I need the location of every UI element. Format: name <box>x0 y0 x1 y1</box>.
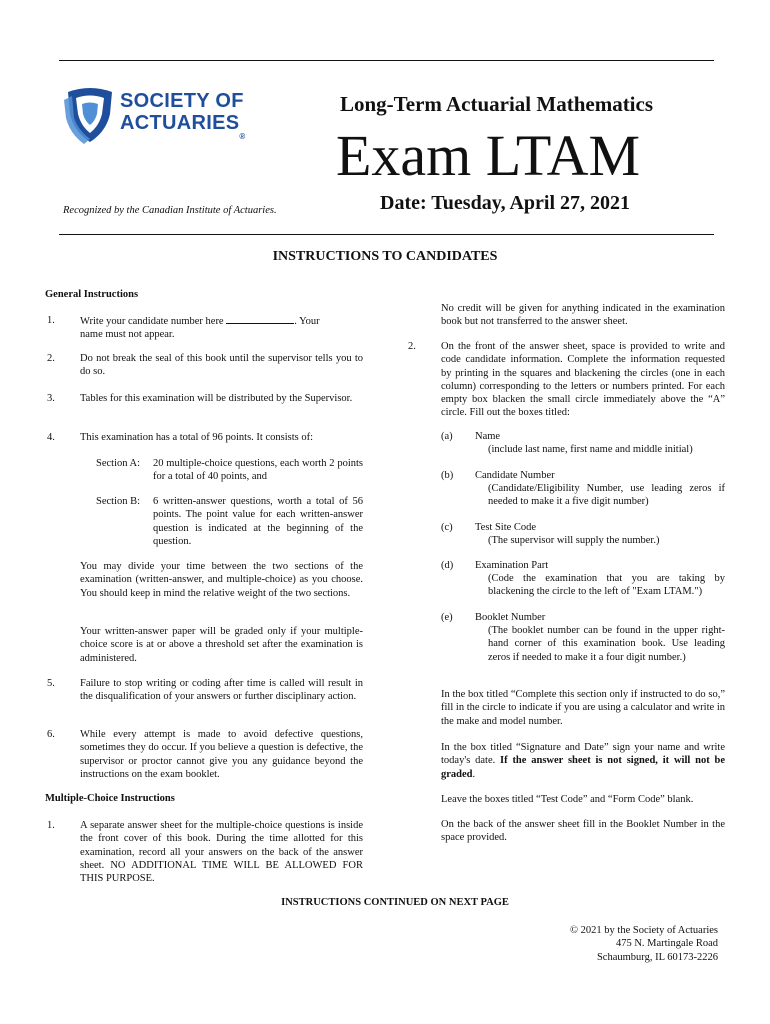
footer-address: 475 N. Martingale Road <box>615 938 718 950</box>
section-b-text: 6 written-answer questions, worth a total of 56 points. The point value for each written-answer question is indicated at the beginning of the question. <box>153 496 363 547</box>
exam-date: Date: Tuesday, April 27, 2021 <box>380 192 631 214</box>
exam-subtitle: Long-Term Actuarial Mathematics <box>340 92 654 116</box>
mc-item-2: On the front of the answer sheet, space is provided to write and code candidate information. Complete the information requested by printing in the squares and blackening the circles (one in each column) corresponding to the letters or numbers printed. For each empty box blacken the small circle immediately above the “A” circle. Fill out the boxes titled: <box>441 341 725 419</box>
general-item-6-number: 6. <box>47 729 55 740</box>
general-item-1-text-c: name must not appear. <box>80 329 175 341</box>
general-item-6: While every attempt is made to avoid defective questions, sometimes they do occur. If you believe a question is defective, the supervisor or proctor cannot give you any guidance beyond the instructions on the exam booklet. <box>80 729 363 780</box>
field-d-desc: (Code the examination that you are taking by blackening the circle to the left of "Exam LTAM.") <box>488 573 725 598</box>
mc-instructions-heading: Multiple-Choice Instructions <box>45 793 175 804</box>
soa-logo <box>62 84 262 154</box>
top-rule <box>59 60 714 61</box>
field-a-desc: (include last name, first name and middle initial) <box>488 444 693 455</box>
field-c-desc: (The supervisor will supply the number.) <box>488 535 660 546</box>
field-a-title: Name <box>475 431 501 442</box>
candidate-number-blank <box>226 314 294 324</box>
field-d-title: Examination Part <box>475 560 549 571</box>
general-item-5: Failure to stop writing or coding after time is called will result in the disqualification of your answers or further disciplinary action. <box>80 678 363 703</box>
mc-item-1-number: 1. <box>47 820 55 831</box>
signature-paragraph <box>441 741 725 781</box>
signature-period: . <box>472 768 476 780</box>
field-a-label: (a) <box>441 431 453 442</box>
field-b-title: Candidate Number <box>475 470 555 481</box>
general-item-2: Do not break the seal of this book until the supervisor tells you to do so. <box>80 353 363 378</box>
field-e-label: (e) <box>441 612 453 623</box>
general-item-5-number: 5. <box>47 678 55 689</box>
no-credit-paragraph: No credit will be given for anything indicated in the examination book but not transferred to the answer sheet. <box>441 303 725 328</box>
footer-copyright: © 2021 by the Society of Actuaries <box>570 925 718 936</box>
instructions-heading: INSTRUCTIONS TO CANDIDATES <box>272 249 498 264</box>
section-a-label: Section A: <box>96 458 141 469</box>
logo-line2: ACTUARIES <box>120 112 240 134</box>
general-item-2-number: 2. <box>47 353 55 364</box>
logo-wordmark <box>120 90 246 141</box>
general-item-1 <box>80 314 363 342</box>
calculator-box-paragraph: In the box titled “Complete this section only if instructed to do so,” fill in the circle to indicate if you are using a calculator and write in the make and model number. <box>441 689 725 727</box>
general-item-3: Tables for this examination will be distributed by the Supervisor. <box>80 393 353 404</box>
general-item-1-text-b: . Your <box>294 316 320 327</box>
field-b-label: (b) <box>441 470 454 481</box>
field-c-label: (c) <box>441 522 453 533</box>
field-e-title: Booklet Number <box>475 612 546 623</box>
graded-paragraph: Your written-answer paper will be graded only if your multiple-choice score is at or above a threshold set after the examination is administered. <box>80 626 363 664</box>
exam-title: Exam LTAM <box>336 123 641 188</box>
leave-blank-paragraph: Leave the boxes titled “Test Code” and “Form Code” blank. <box>441 794 694 805</box>
field-e-desc: (The booklet number can be found in the upper right-hand corner of this examination book. Use leading zeros if needed to make it a four digit number.) <box>488 625 725 663</box>
footer-city: Schaumburg, IL 60173-2226 <box>596 951 718 963</box>
general-item-4-number: 4. <box>47 432 55 443</box>
general-instructions-heading: General Instructions <box>45 289 139 300</box>
field-c-title: Test Site Code <box>475 522 537 533</box>
signature-warning: If the answer sheet is not signed, it will not be graded <box>441 755 726 780</box>
section-b-label: Section B: <box>96 496 141 507</box>
general-item-3-number: 3. <box>47 393 55 404</box>
booklet-back-paragraph: On the back of the answer sheet fill in the Booklet Number in the space provided. <box>441 819 725 844</box>
registered-mark: ® <box>239 132 246 141</box>
general-item-4: This examination has a total of 96 points. It consists of: <box>80 432 314 443</box>
section-a-text: 20 multiple-choice questions, each worth 2 points for a total of 40 points, and <box>153 458 363 483</box>
mc-item-2-number: 2. <box>408 341 416 352</box>
signature-text: In the box titled “Signature and Date” sign your name and write today's date. <box>441 742 725 767</box>
general-item-1-text: Write your candidate number here <box>80 316 224 327</box>
field-b-desc: (Candidate/Eligibility Number, use leading zeros if needed to make it a five digit number) <box>488 483 725 508</box>
field-d-label: (d) <box>441 560 454 571</box>
header-rule <box>59 234 714 235</box>
general-item-1-number: 1. <box>47 315 55 326</box>
divide-time-paragraph: You may divide your time between the two sections of the examination (written-answer, and multiple-choice) as you choose. You should keep in mind the relative weight of the two sections. <box>80 561 363 599</box>
continued-note: INSTRUCTIONS CONTINUED ON NEXT PAGE <box>281 897 509 908</box>
shield-logo-icon <box>62 84 118 146</box>
copyright-footer <box>570 924 718 964</box>
recognition-note: Recognized by the Canadian Institute of Actuaries. <box>63 205 277 216</box>
mc-item-1: A separate answer sheet for the multiple-choice questions is inside the front cover of this book. During the time allotted for this examination, record all your answers on the back of the answer sheet. NO ADDITIONAL TIME WILL BE ALLOWED FOR THIS PURPOSE. <box>80 820 363 885</box>
logo-line1: SOCIETY OF <box>120 90 244 112</box>
